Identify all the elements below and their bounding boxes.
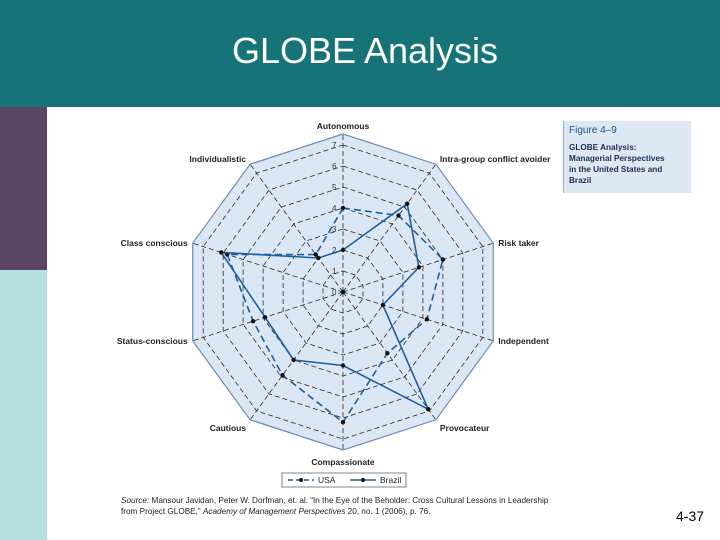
legend-label: Brazil	[380, 475, 402, 485]
axis-label: Individualistic	[189, 154, 247, 165]
series-point	[425, 317, 429, 321]
series-point	[341, 363, 345, 367]
series-point	[219, 250, 223, 254]
legend-label: USA	[318, 475, 336, 485]
axis-label: Cautious	[209, 422, 247, 433]
scale-label: 7	[332, 141, 337, 150]
figure-caption-line: in the United States and	[569, 165, 663, 174]
source-tail: 20, no. 1 (2006), p. 76.	[345, 506, 431, 516]
axis-label: Class conscious	[120, 238, 188, 249]
series-point	[316, 256, 320, 260]
slide-title: GLOBE Analysis	[231, 30, 499, 71]
figure-caption-box	[563, 121, 691, 193]
series-point	[417, 265, 421, 269]
series-point	[341, 206, 345, 210]
source-citation	[121, 496, 561, 517]
scale-label: 0	[332, 288, 337, 297]
scale-label: 4	[332, 204, 337, 213]
page-number: 4-37	[676, 508, 705, 524]
legend-marker	[361, 478, 365, 482]
series-point	[385, 351, 389, 355]
figure-number: Figure 4–9	[569, 125, 617, 136]
series-point	[426, 407, 430, 411]
figure-caption-line: Brazil	[569, 176, 592, 185]
series-point	[381, 303, 385, 307]
series-point	[405, 202, 409, 206]
series-point	[251, 319, 255, 323]
axis-label: Autonomous	[316, 121, 370, 131]
series-point	[341, 248, 345, 252]
legend-marker	[299, 478, 303, 482]
series-point	[280, 373, 284, 377]
source-lead: Source:	[121, 496, 150, 505]
axis-label: Provocateur	[439, 422, 490, 433]
axis-label: Intra-group conflict avoider	[439, 154, 551, 165]
axis-label: Independent	[498, 335, 549, 346]
scale-label: 3	[332, 225, 337, 234]
scale-label: 5	[332, 183, 337, 192]
series-point	[263, 315, 267, 319]
center-point	[341, 290, 345, 294]
figure-caption-line: Managerial Perspectives	[569, 154, 665, 163]
source-journal: Academy of Management Perspectives	[202, 506, 346, 516]
series-point	[341, 420, 345, 424]
figure-caption-line: GLOBE Analysis:	[569, 143, 637, 152]
series-point	[396, 213, 400, 217]
axis-label: Risk taker	[498, 238, 539, 249]
legend-layer	[282, 473, 406, 487]
scale-label: 2	[332, 246, 337, 255]
side-accent-top	[0, 107, 47, 270]
source-text: Mansour Javidan, Peter W. Dorfman, et. al. “In the Eye of the Beholder: Cross Cultural Lessons in Leadership from Project GLOBE,”	[121, 496, 549, 516]
axis-label: Status-conscious	[116, 335, 188, 346]
axis-label: Compassionate	[311, 457, 375, 467]
series-point	[291, 358, 295, 362]
series-point	[441, 257, 445, 261]
scale-label: 6	[332, 162, 337, 171]
side-accent-bottom	[0, 270, 47, 540]
scale-label: 1	[332, 267, 337, 276]
